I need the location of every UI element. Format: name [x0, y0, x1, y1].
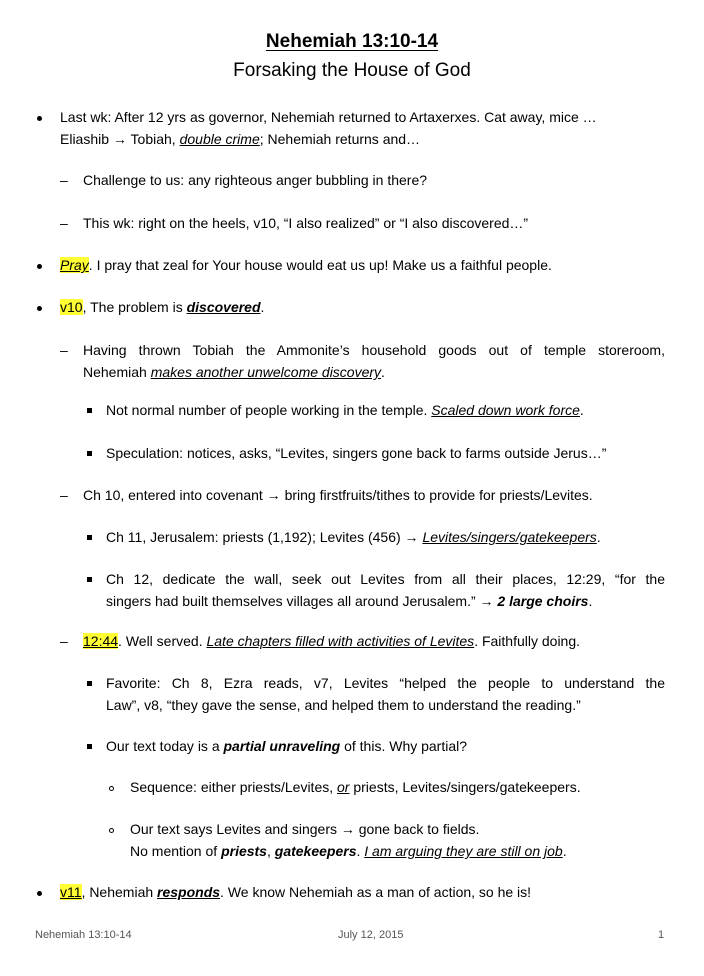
bullet-3-problem: v10, The problem is discovered.	[60, 299, 265, 315]
sub-item-tobiah-line-2: Nehemiah makes another unwelcome discovery.	[83, 364, 385, 380]
sub-sub-item-speculation: Speculation: notices, asks, “Levites, singers gone back to farms outside Jerus…”	[106, 445, 607, 461]
sub-sub-item-work-force: Not normal number of people working in the temple. Scaled down work force.	[106, 402, 584, 418]
dash-marker: –	[60, 633, 68, 649]
square-bullet	[87, 451, 92, 456]
sub-sub-item-partial: Our text today is a partial unraveling of this. Why partial?	[106, 738, 468, 754]
bullet-2-pray: Pray. I pray that zeal for Your house would eat us up! Make us a faithful people.	[60, 257, 552, 273]
sub-item-tobiah-line-1: Having thrown Tobiah the Ammonite’s household goods out of temple storeroom,	[83, 342, 665, 358]
sub-item-this-week: This wk: right on the heels, v10, “I also realized” or “I also discovered…”	[83, 215, 529, 231]
sub-sub-item-jerusalem: Ch 11, Jerusalem: priests (1,192); Levites (456) → Levites/singers/gatekeepers.	[106, 529, 601, 545]
sub-sub-item-favorite-line-1: Favorite: Ch 8, Ezra reads, v7, Levites “helped the people to understand the	[106, 675, 665, 691]
sub-sub-item-dedicate-line-1: Ch 12, dedicate the wall, seek out Levites from all their places, 12:29, “for the	[106, 571, 665, 587]
square-bullet	[87, 744, 92, 749]
square-bullet	[87, 408, 92, 413]
bullet-1-line-1: Last wk: After 12 yrs as governor, Nehemiah returned to Artaxerxes. Cat away, mice …	[60, 109, 597, 125]
sub-item-well-served: 12:44. Well served. Late chapters filled with activities of Levites. Faithfully doing.	[83, 633, 581, 649]
bullet-4-responds: v11, Nehemiah responds. We know Nehemiah as a man of action, so he is!	[60, 884, 532, 900]
bullet-1-line-2: Eliashib → Tobiah, double crime; Nehemiah returns and…	[60, 131, 421, 147]
square-bullet	[87, 535, 92, 540]
item-sequence: Sequence: either priests/Levites, or priests, Levites/singers/gatekeepers.	[130, 779, 581, 795]
square-bullet	[87, 681, 92, 686]
dash-marker: –	[60, 172, 68, 188]
document-title: Nehemiah 13:10-14	[265, 31, 439, 52]
item-our-text-line-1: Our text says Levites and singers → gone back to fields.	[130, 821, 480, 837]
item-our-text-line-2: No mention of priests, gatekeepers. I am arguing they are still on job.	[130, 843, 567, 859]
square-bullet	[87, 577, 92, 582]
bullet-dot	[37, 306, 42, 311]
document-subtitle: Forsaking the House of God	[233, 60, 471, 81]
sub-item-covenant: Ch 10, entered into covenant → bring firstfruits/tithes to provide for priests/Levites.	[83, 487, 593, 503]
bullet-dot	[37, 116, 42, 121]
dash-marker: –	[60, 215, 68, 231]
circle-bullet	[109, 786, 114, 791]
dash-marker: –	[60, 487, 68, 503]
sub-sub-item-dedicate-line-2: singers had built themselves villages all around Jerusalem.” → 2 large choirs.	[106, 593, 593, 609]
bullet-dot	[37, 891, 42, 896]
footer-left: Nehemiah 13:10-14	[35, 929, 132, 941]
sub-item-challenge: Challenge to us: any righteous anger bubbling in there?	[83, 172, 428, 188]
circle-bullet	[109, 828, 114, 833]
sub-sub-item-favorite-line-2: Law”, v8, “they gave the sense, and helped them to understand the reading.”	[106, 697, 581, 713]
footer-date: July 12, 2015	[338, 929, 404, 941]
dash-marker: –	[60, 342, 68, 358]
footer-page-number: 1	[658, 929, 665, 941]
bullet-dot	[37, 264, 42, 269]
